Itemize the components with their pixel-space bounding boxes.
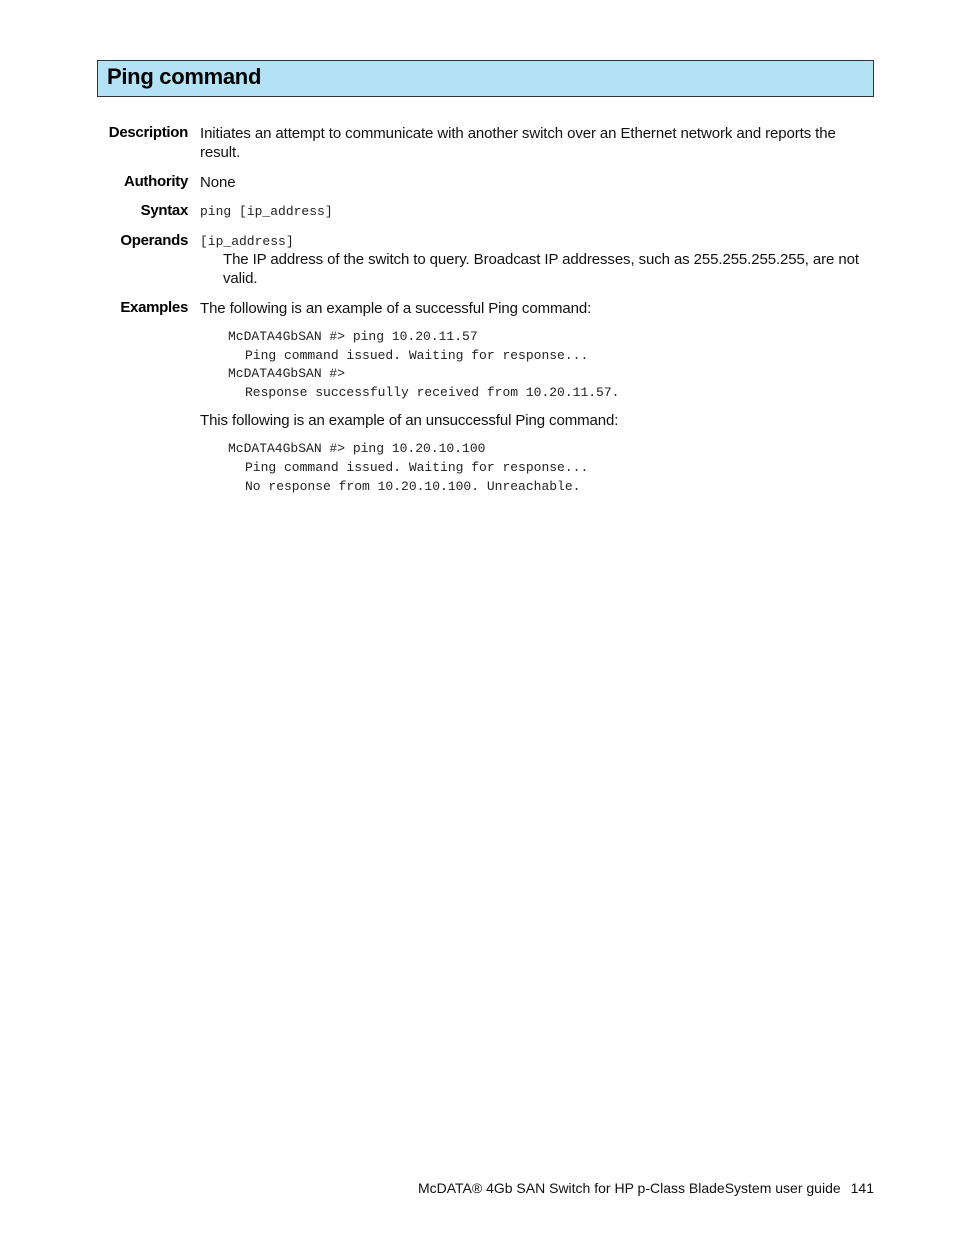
authority-text: None bbox=[200, 174, 236, 191]
description-text: Initiates an attempt to communicate with another switch over an Ethernet network and reports the result. bbox=[200, 125, 836, 161]
authority-label: Authority bbox=[124, 173, 188, 190]
description-label: Description bbox=[108, 124, 188, 141]
examples-intro-unsuccessful: This following is an example of an unsuccessful Ping command: bbox=[200, 412, 619, 429]
examples-intro-successful: The following is an example of a successful Ping command: bbox=[200, 300, 592, 317]
code-line: McDATA4GbSAN #> ping 10.20.10.100 bbox=[228, 441, 486, 456]
code-line: McDATA4GbSAN #> bbox=[228, 366, 346, 381]
page-footer bbox=[418, 1180, 874, 1196]
operands-label: Operands bbox=[120, 232, 188, 249]
code-line: McDATA4GbSAN #> ping 10.20.11.57 bbox=[228, 329, 478, 344]
code-line: Ping command issued. Waiting for response... bbox=[245, 348, 589, 363]
page-title: Ping command bbox=[107, 64, 262, 89]
syntax-code: ping [ip_address] bbox=[200, 204, 333, 219]
page-number: 141 bbox=[850, 1180, 874, 1196]
code-line: Ping command issued. Waiting for response... bbox=[245, 460, 589, 475]
operands-text: The IP address of the switch to query. Broadcast IP addresses, such as 255.255.255.255, are not valid. bbox=[223, 251, 859, 287]
syntax-label: Syntax bbox=[140, 202, 188, 219]
code-line: Response successfully received from 10.20.11.57. bbox=[245, 385, 620, 400]
examples-label: Examples bbox=[120, 299, 188, 316]
section-title-bar bbox=[97, 60, 874, 97]
operands-code: [ip_address] bbox=[200, 234, 294, 249]
footer-text: McDATA® 4Gb SAN Switch for HP p-Class BladeSystem user guide bbox=[417, 1180, 841, 1196]
code-line: No response from 10.20.10.100. Unreachable. bbox=[245, 479, 581, 494]
